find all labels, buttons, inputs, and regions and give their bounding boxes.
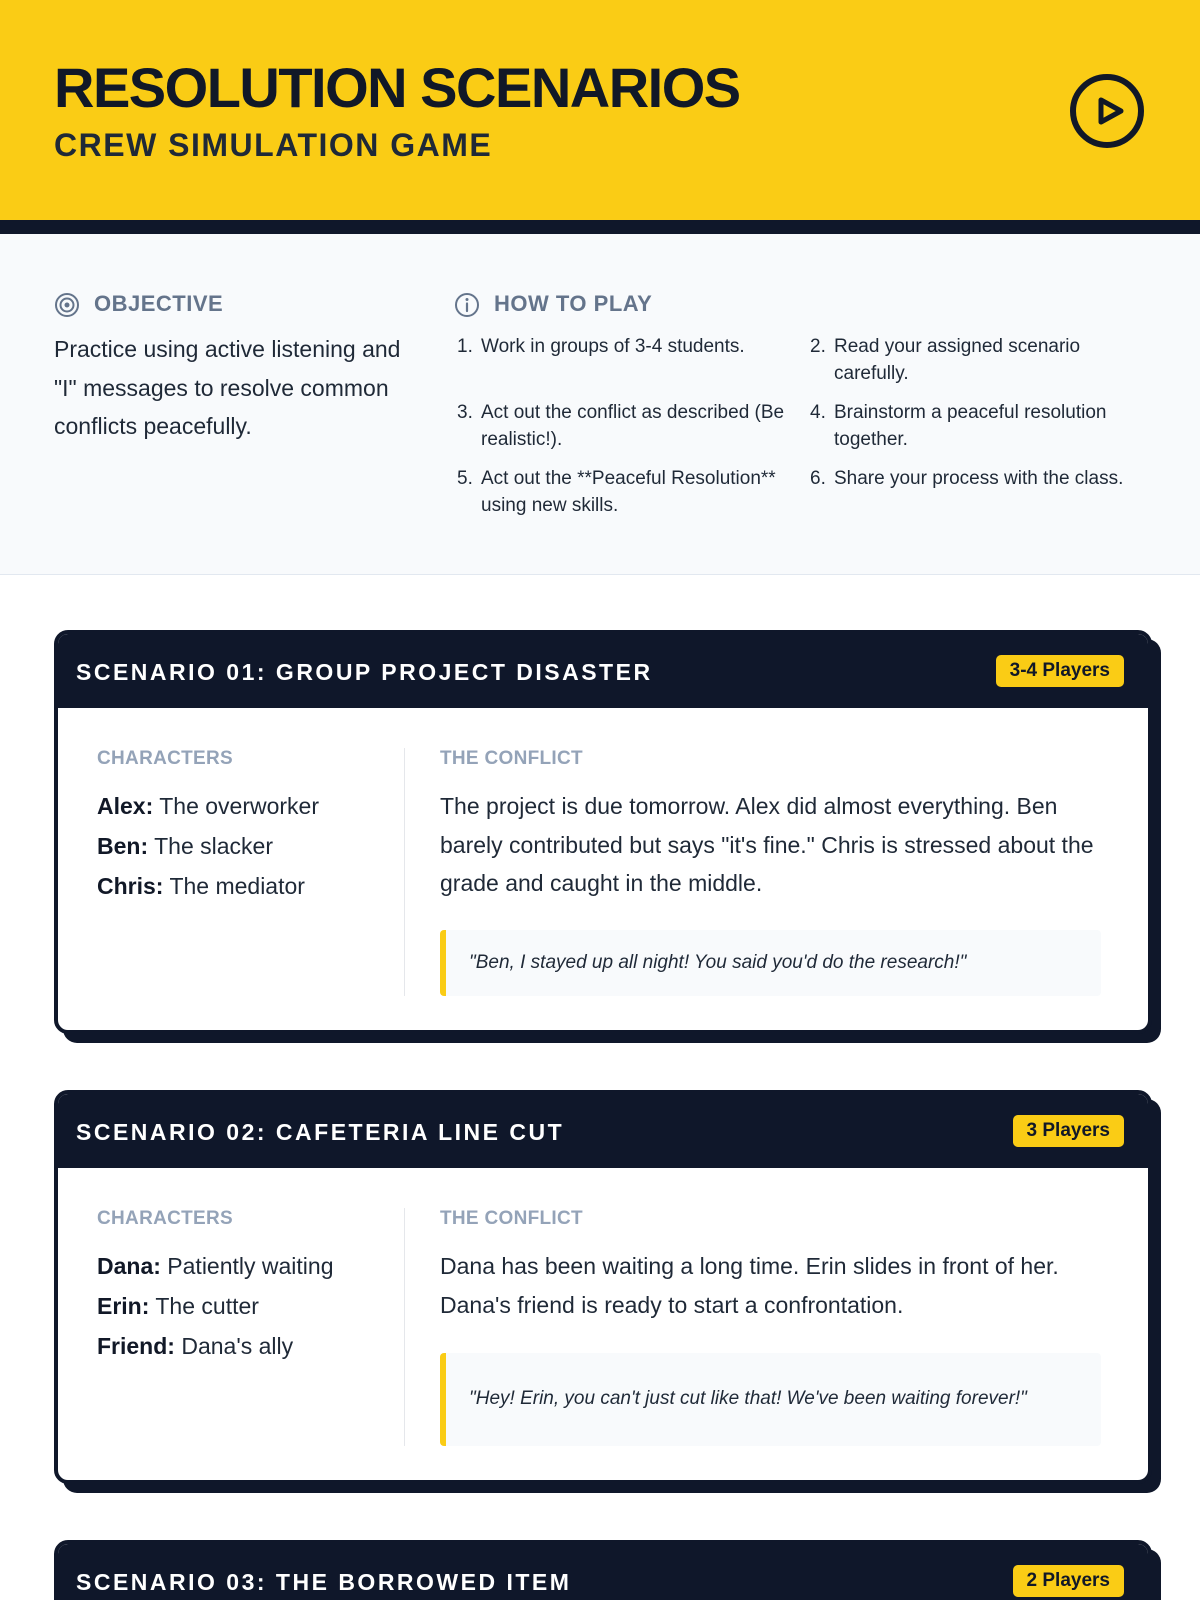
characters-label: CHARACTERS <box>97 748 233 769</box>
page-subtitle: CREW SIMULATION GAME <box>54 127 493 163</box>
scenario-title: SCENARIO 02: CAFETERIA LINE CUT <box>76 1119 565 1145</box>
character-item: Friend: Dana's ally <box>97 1333 294 1359</box>
column-divider <box>404 748 405 996</box>
objective-label: OBJECTIVE <box>94 291 224 316</box>
character-item: Erin: The cutter <box>97 1293 259 1319</box>
play-icon <box>1094 96 1128 126</box>
scenario-header <box>58 1094 1148 1168</box>
header-divider <box>0 220 1200 234</box>
scenario-title: SCENARIO 01: GROUP PROJECT DISASTER <box>76 659 653 685</box>
conflict-text: Dana has been waiting a long time. Erin slides in front of her. Dana's friend is ready to start a confrontation. <box>440 1253 1059 1318</box>
column-divider <box>404 1208 405 1446</box>
scenario-header <box>58 634 1148 708</box>
conflict-label: THE CONFLICT <box>440 748 583 769</box>
info-icon <box>454 292 480 318</box>
page-title: RESOLUTION SCENARIOS <box>54 56 740 119</box>
step-3: 3. Act out the conflict as described (Be realistic!). <box>457 402 785 450</box>
step-5: 5. Act out the **Peaceful Resolution** using new skills. <box>457 468 776 516</box>
scenario-card <box>54 630 1152 1034</box>
conflict-quote: "Ben, I stayed up all night! You said you'd do the research!" <box>440 930 1101 996</box>
step-1: 1. Work in groups of 3-4 students. <box>457 336 745 357</box>
character-item: Dana: Patiently waiting <box>97 1253 334 1279</box>
players-badge: 2 Players <box>1013 1565 1124 1597</box>
players-badge: 3-4 Players <box>996 655 1124 687</box>
how-to-play-label: HOW TO PLAY <box>494 291 653 316</box>
characters-label: CHARACTERS <box>97 1208 233 1229</box>
objective-text: Practice using active listening and "I" messages to resolve common conflicts peacefully. <box>54 336 401 439</box>
scenario-header <box>58 1544 1148 1600</box>
conflict-label: THE CONFLICT <box>440 1208 583 1229</box>
step-4: 4. Brainstorm a peaceful resolution together. <box>810 402 1107 450</box>
step-6: 6. Share your process with the class. <box>810 468 1124 489</box>
page-header <box>0 0 1200 220</box>
target-icon <box>54 292 80 318</box>
character-item: Ben: The slacker <box>97 833 273 859</box>
conflict-quote: "Hey! Erin, you can't just cut like that! We've been waiting forever!" <box>440 1353 1101 1446</box>
play-button[interactable] <box>1070 74 1144 148</box>
conflict-text: The project is due tomorrow. Alex did almost everything. Ben barely contributed but says "it's fine." Chris is stressed about the grade and caught in the middle. <box>440 793 1094 896</box>
character-item: Chris: The mediator <box>97 873 305 899</box>
scenario-title: SCENARIO 03: THE BORROWED ITEM <box>76 1569 572 1595</box>
scenario-card <box>54 1540 1152 1600</box>
step-2: 2. Read your assigned scenario carefully. <box>810 336 1081 384</box>
character-item: Alex: The overworker <box>97 793 320 819</box>
scenario-card <box>54 1090 1152 1484</box>
players-badge: 3 Players <box>1013 1115 1124 1147</box>
